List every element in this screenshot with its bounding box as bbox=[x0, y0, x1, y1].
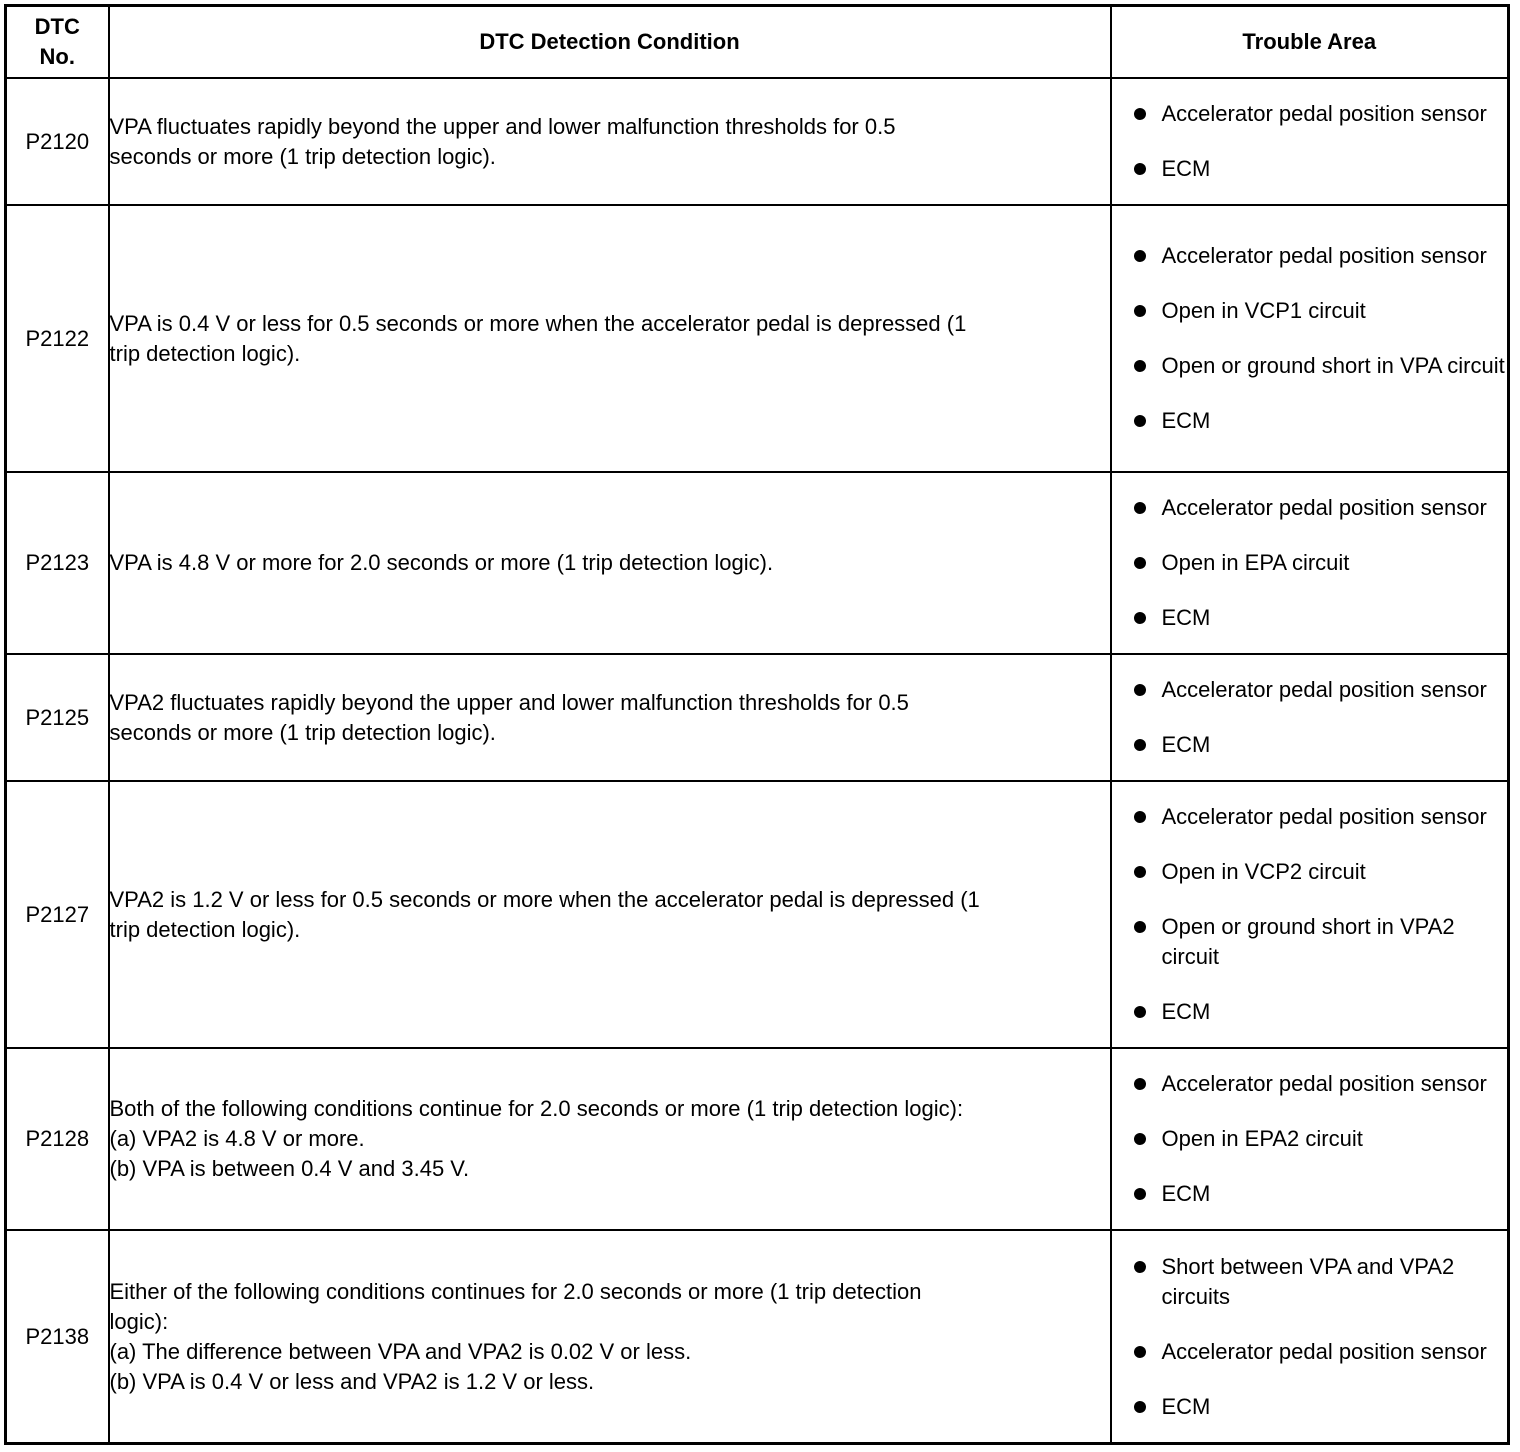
trouble-area-text: ECM bbox=[1161, 1181, 1211, 1207]
bullet-icon bbox=[1134, 163, 1146, 175]
detection-condition bbox=[109, 781, 1111, 1048]
condition-line: (b) VPA is between 0.4 V and 3.45 V. bbox=[109, 1156, 470, 1182]
trouble-area-text: ECM bbox=[1161, 1393, 1211, 1419]
bullet-icon bbox=[1134, 1006, 1146, 1018]
header-dtc-no bbox=[6, 6, 109, 79]
list-item bbox=[1112, 296, 1508, 326]
table-row bbox=[6, 781, 1509, 1048]
list-item bbox=[1112, 997, 1508, 1027]
trouble-area-text: Open or ground short in VPA circuit bbox=[1161, 353, 1505, 379]
bullet-icon bbox=[1134, 1078, 1146, 1090]
trouble-area-list bbox=[1112, 493, 1508, 633]
table-row bbox=[6, 1230, 1509, 1443]
trouble-area-list bbox=[1112, 1069, 1508, 1209]
condition-line: trip detection logic). bbox=[109, 340, 301, 366]
bullet-icon bbox=[1134, 921, 1146, 933]
table-row bbox=[6, 78, 1509, 205]
condition-line: Either of the following conditions continues for 2.0 seconds or more (1 trip detection bbox=[109, 1278, 922, 1304]
header-row bbox=[6, 6, 1509, 79]
trouble-area-list bbox=[1112, 1252, 1508, 1422]
trouble-area bbox=[1111, 1048, 1509, 1230]
trouble-area-text: Short between VPA and VPA2 circuits bbox=[1161, 1253, 1455, 1309]
bullet-icon bbox=[1134, 502, 1146, 514]
trouble-area-list bbox=[1112, 99, 1508, 184]
condition-line: trip detection logic). bbox=[109, 916, 301, 942]
trouble-area-text: Accelerator pedal position sensor bbox=[1161, 804, 1487, 830]
bullet-icon bbox=[1134, 1261, 1146, 1273]
trouble-area-list bbox=[1112, 675, 1508, 760]
list-item bbox=[1112, 406, 1508, 436]
condition-line: VPA is 4.8 V or more for 2.0 seconds or more (1 trip detection logic). bbox=[109, 550, 774, 576]
list-item bbox=[1112, 241, 1508, 271]
header-dtc-no-line1: DTC bbox=[34, 14, 80, 39]
table-row bbox=[6, 654, 1509, 781]
condition-line: VPA2 fluctuates rapidly beyond the upper and lower malfunction thresholds for 0.5 bbox=[109, 689, 909, 715]
trouble-area-text: Accelerator pedal position sensor bbox=[1161, 101, 1487, 127]
list-item bbox=[1112, 1069, 1508, 1099]
dtc-code: P2128 bbox=[6, 1048, 109, 1230]
detection-condition bbox=[109, 654, 1111, 781]
dtc-code: P2138 bbox=[6, 1230, 109, 1443]
trouble-area-text: Accelerator pedal position sensor bbox=[1161, 495, 1487, 521]
detection-condition bbox=[109, 1230, 1111, 1443]
list-item bbox=[1112, 857, 1508, 887]
header-dtc-no-line2: No. bbox=[39, 44, 75, 69]
table-row bbox=[6, 205, 1509, 472]
dtc-code: P2125 bbox=[6, 654, 109, 781]
trouble-area bbox=[1111, 781, 1509, 1048]
dtc-code: P2123 bbox=[6, 472, 109, 654]
list-item bbox=[1112, 802, 1508, 832]
bullet-icon bbox=[1134, 1133, 1146, 1145]
table-body bbox=[6, 78, 1509, 1444]
header-trouble-area: Trouble Area bbox=[1111, 6, 1509, 79]
condition-line: (b) VPA is 0.4 V or less and VPA2 is 1.2 V or less. bbox=[109, 1368, 595, 1394]
trouble-area-text: Open in EPA2 circuit bbox=[1161, 1126, 1363, 1152]
list-item bbox=[1112, 912, 1508, 972]
bullet-icon bbox=[1134, 811, 1146, 823]
bullet-icon bbox=[1134, 360, 1146, 372]
trouble-area-text: ECM bbox=[1161, 999, 1211, 1025]
trouble-area bbox=[1111, 472, 1509, 654]
dtc-code: P2120 bbox=[6, 78, 109, 205]
list-item bbox=[1112, 1179, 1508, 1209]
list-item bbox=[1112, 99, 1508, 129]
bullet-icon bbox=[1134, 1401, 1146, 1413]
dtc-table bbox=[4, 4, 1510, 1445]
trouble-area-text: Open in VCP2 circuit bbox=[1161, 859, 1366, 885]
bullet-icon bbox=[1134, 250, 1146, 262]
list-item bbox=[1112, 1337, 1508, 1367]
trouble-area-text: Open or ground short in VPA2 circuit bbox=[1161, 914, 1455, 970]
bullet-icon bbox=[1134, 557, 1146, 569]
table-row bbox=[6, 472, 1509, 654]
condition-line: VPA fluctuates rapidly beyond the upper and lower malfunction thresholds for 0.5 bbox=[109, 113, 896, 139]
bullet-icon bbox=[1134, 612, 1146, 624]
condition-line: VPA2 is 1.2 V or less for 0.5 seconds or more when the accelerator pedal is depressed (1 bbox=[109, 886, 980, 912]
bullet-icon bbox=[1134, 1188, 1146, 1200]
bullet-icon bbox=[1134, 684, 1146, 696]
condition-line: (a) VPA2 is 4.8 V or more. bbox=[109, 1126, 365, 1152]
trouble-area-list bbox=[1112, 241, 1508, 436]
list-item bbox=[1112, 675, 1508, 705]
condition-line: seconds or more (1 trip detection logic). bbox=[109, 143, 496, 169]
list-item bbox=[1112, 493, 1508, 523]
detection-condition bbox=[109, 1048, 1111, 1230]
list-item bbox=[1112, 1392, 1508, 1422]
list-item bbox=[1112, 603, 1508, 633]
condition-line: logic): bbox=[109, 1308, 169, 1334]
trouble-area bbox=[1111, 654, 1509, 781]
dtc-code: P2127 bbox=[6, 781, 109, 1048]
condition-line: VPA is 0.4 V or less for 0.5 seconds or more when the accelerator pedal is depressed (1 bbox=[109, 310, 967, 336]
detection-condition bbox=[109, 78, 1111, 205]
trouble-area-text: Open in EPA circuit bbox=[1161, 550, 1350, 576]
trouble-area-text: ECM bbox=[1161, 605, 1211, 631]
list-item bbox=[1112, 548, 1508, 578]
trouble-area-text: ECM bbox=[1161, 156, 1211, 182]
trouble-area bbox=[1111, 205, 1509, 472]
bullet-icon bbox=[1134, 305, 1146, 317]
trouble-area-text: Accelerator pedal position sensor bbox=[1161, 243, 1487, 269]
trouble-area bbox=[1111, 78, 1509, 205]
trouble-area-text: ECM bbox=[1161, 732, 1211, 758]
trouble-area-list bbox=[1112, 802, 1508, 1027]
condition-line: (a) The difference between VPA and VPA2 is 0.02 V or less. bbox=[109, 1338, 692, 1364]
list-item bbox=[1112, 1252, 1508, 1312]
list-item bbox=[1112, 1124, 1508, 1154]
detection-condition bbox=[109, 205, 1111, 472]
bullet-icon bbox=[1134, 1346, 1146, 1358]
bullet-icon bbox=[1134, 108, 1146, 120]
trouble-area-text: ECM bbox=[1161, 408, 1211, 434]
bullet-icon bbox=[1134, 866, 1146, 878]
detection-condition bbox=[109, 472, 1111, 654]
trouble-area-text: Accelerator pedal position sensor bbox=[1161, 1071, 1487, 1097]
table-row bbox=[6, 1048, 1509, 1230]
trouble-area bbox=[1111, 1230, 1509, 1443]
list-item bbox=[1112, 351, 1508, 381]
header-condition: DTC Detection Condition bbox=[109, 6, 1111, 79]
dtc-code: P2122 bbox=[6, 205, 109, 472]
trouble-area-text: Accelerator pedal position sensor bbox=[1161, 677, 1487, 703]
list-item bbox=[1112, 730, 1508, 760]
bullet-icon bbox=[1134, 415, 1146, 427]
condition-line: seconds or more (1 trip detection logic). bbox=[109, 719, 496, 745]
trouble-area-text: Open in VCP1 circuit bbox=[1161, 298, 1366, 324]
bullet-icon bbox=[1134, 739, 1146, 751]
condition-line: Both of the following conditions continue for 2.0 seconds or more (1 trip detection logic): bbox=[109, 1096, 964, 1122]
list-item bbox=[1112, 154, 1508, 184]
trouble-area-text: Accelerator pedal position sensor bbox=[1161, 1338, 1487, 1364]
